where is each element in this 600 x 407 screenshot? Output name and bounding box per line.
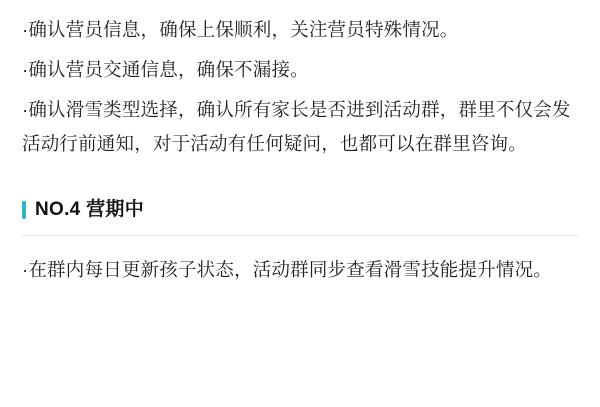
paragraph: ·确认营员信息，确保上保顺利，关注营员特殊情况。 (22, 19, 459, 40)
section-heading (22, 197, 578, 223)
paragraph-group-top (22, 0, 578, 161)
section-accent-bar-icon (22, 201, 26, 219)
section-title: NO.4 营期中 (35, 199, 145, 220)
paragraph: ·确认滑雪类型选择，确认所有家长是否进到活动群，群里不仅会发活动行前通知，对于活动有任何疑问，也都可以在群里咨询。 (22, 99, 571, 154)
paragraph-group-bottom (22, 236, 578, 287)
paragraph: ·在群内每日更新孩子状态，活动群同步查看滑雪技能提升情况。 (22, 259, 552, 280)
paragraph: ·确认营员交通信息，确保不漏接。 (22, 59, 309, 80)
